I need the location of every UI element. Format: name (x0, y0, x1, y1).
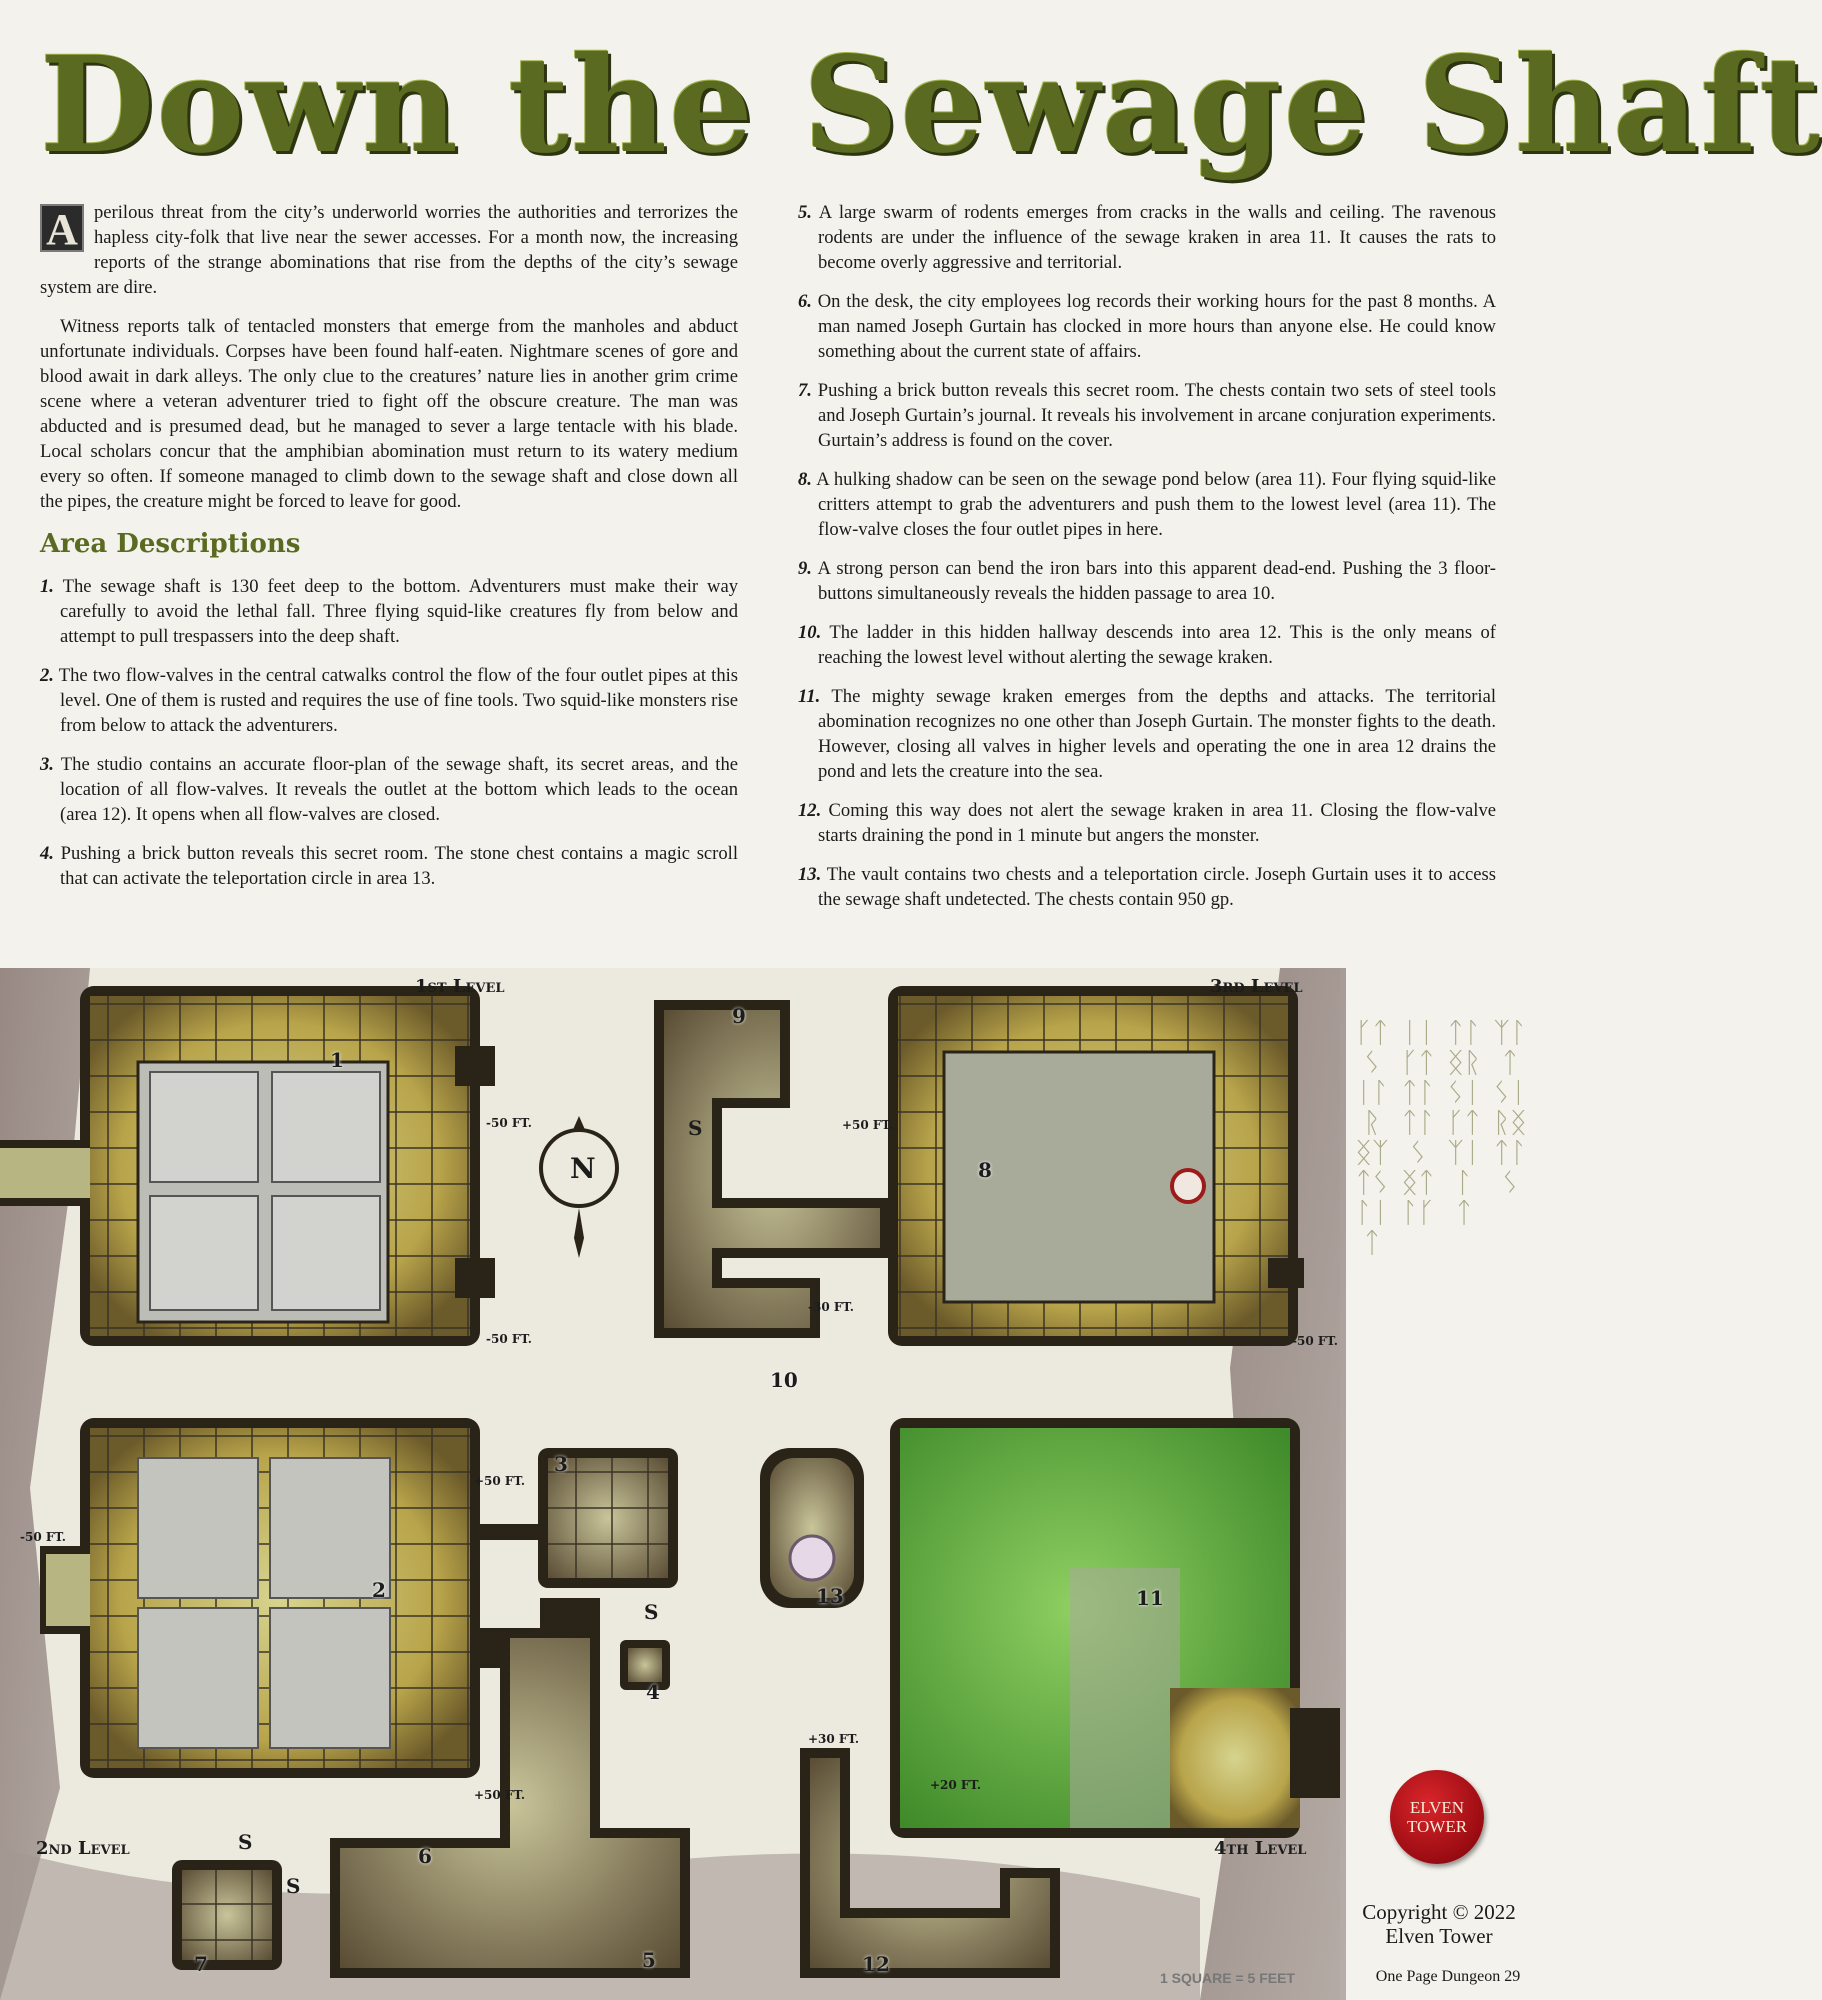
elevation-marker: +20 FT. (930, 1778, 982, 1792)
area-entry-6 (798, 289, 1496, 364)
rune-column: ᛏᛚᛝᚱ ᛊᛁᚴᛏᛉᛁᛚ ᛏ (1447, 1016, 1481, 1229)
rune-column: ᛉᛚᛏ ᛊᛁᚱᛝᛏᛚᛊ (1493, 1016, 1527, 1199)
area-number: 4. (40, 843, 54, 864)
room-4 (620, 1640, 670, 1690)
copyright-notice (1344, 1900, 1534, 1948)
area-entry-4 (40, 841, 738, 891)
area-entry-5 (798, 200, 1496, 275)
area-entry-10 (798, 620, 1496, 670)
map-art (0, 968, 1546, 2000)
area-entry-8 (798, 467, 1496, 542)
area-text: The sewage shaft is 130 feet deep to the bottom. Adventurers must make their way carefully to avoid the lethal fall. Three flying squid-like creatures fly from below and attempt to pull trespassers into the deep shaft. (60, 576, 739, 647)
level-3-shaft (888, 986, 1304, 1346)
elevation-marker: -50 FT. (486, 1116, 532, 1130)
one-page-dungeon-label: One Page Dungeon 29 (1375, 1968, 1521, 1985)
room-number-4: 4 (646, 1680, 660, 1704)
elevation-marker: -50 FT. (1292, 1334, 1338, 1348)
dungeon-map (0, 968, 1546, 2000)
level-3-label: 3rd Level (1210, 976, 1303, 997)
area-text: The studio contains an accurate floor-plan of the sewage shaft, its secret areas, and the location of all flow-valves. It reveals the outlet at the bottom which leads to the ocean (area 12). It opens when all flow-valves are closed. (60, 754, 739, 825)
area-number: 7. (798, 380, 812, 401)
room-number-11: 11 (1136, 1586, 1164, 1610)
area-entry-1 (40, 574, 738, 649)
area-text: A hulking shadow can be seen on the sewage pond below (area 11). Four flying squid-like critters attempt to grab the adventurers and push them to the lowest level (area 11). The flow-valve closes the four outlet pipes in here. (816, 469, 1497, 540)
area-entry-7 (798, 378, 1496, 453)
secret-door-marker: S (286, 1874, 301, 1898)
secret-door-marker: S (688, 1116, 703, 1140)
seal-line-1: ELVEN (1409, 1798, 1465, 1817)
elven-tower-seal-logo (1390, 1770, 1484, 1864)
copyright-line-1: Copyright © 2022 (1362, 1900, 1516, 1924)
area-text: Pushing a brick button reveals this secret room. The chests contain two sets of steel tools and Joseph Gurtain’s journal. It reveals his involvement in arcane conjuration experiments. Gurtain’s address is found on the cover. (817, 380, 1496, 451)
secret-door-marker: S (238, 1830, 253, 1854)
room-number-9: 9 (732, 1004, 746, 1028)
area-text: The vault contains two chests and a teleportation circle. Joseph Gurtain uses it to access the sewage shaft undetected. The chests contain 950 gp. (818, 864, 1497, 910)
room-number-6: 6 (418, 1844, 432, 1868)
right-column (798, 200, 1496, 926)
rune-script (1352, 1018, 1532, 1868)
area-text: A large swarm of rodents emerges from cracks in the walls and ceiling. The ravenous rodents are under the influence of the sewage kraken in area 11. It causes the rats to become overly aggressive and territorial. (818, 202, 1496, 273)
seal-line-2: TOWER (1406, 1817, 1468, 1836)
map-scale: 1 SQUARE = 5 FEET (1160, 1970, 1295, 1986)
level-1-label: 1st Level (415, 976, 505, 997)
area-text: The two flow-valves in the central catwalks control the flow of the four outlet pipes at this level. One of them is rusted and requires the use of fine tools. Two squid-like monsters rise from below to attack the adventurers. (58, 665, 739, 736)
area-number: 8. (798, 469, 812, 490)
rune-column: ᛁᛁᚴᛏᛏᛚᛏᛚᛊ ᛝᛏᛚᚴ (1401, 1016, 1435, 1229)
area-text: Pushing a brick button reveals this secret room. The stone chest contains a magic scroll that can activate the teleportation circle in area 13. (60, 843, 738, 889)
level-2-label: 2nd Level (36, 1838, 130, 1859)
area-number: 3. (40, 754, 54, 775)
elevation-marker: +30 FT. (808, 1732, 860, 1746)
area-entry-3 (40, 752, 738, 827)
copyright-line-2: Elven Tower (1385, 1924, 1493, 1948)
room-number-7: 7 (194, 1952, 208, 1976)
area-number: 10. (798, 622, 822, 643)
room-number-13: 13 (816, 1584, 844, 1608)
room-number-8: 8 (978, 1158, 992, 1182)
area-text: A strong person can bend the iron bars into this apparent dead-end. Pushing the 3 floor-buttons simultaneously reveals the hidden passage to area 10. (817, 558, 1497, 604)
compass-north-label: N (570, 1152, 596, 1185)
elevation-marker: +50 FT. (474, 1788, 526, 1802)
left-column (40, 200, 738, 905)
elevation-marker: -30 FT. (808, 1300, 854, 1314)
secret-door-marker: S (644, 1600, 659, 1624)
room-number-12: 12 (862, 1952, 890, 1976)
area-text: The ladder in this hidden hallway descends into area 12. This is the only means of reaching the lowest level without alerting the sewage kraken. (818, 622, 1496, 668)
area-number: 1. (40, 576, 54, 597)
area-entry-2 (40, 663, 738, 738)
area-text: Coming this way does not alert the sewage kraken in area 11. Closing the flow-valve starts draining the pond in 1 minute but angers the monster. (818, 800, 1496, 846)
elevation-marker: -50 FT. (486, 1332, 532, 1346)
intro-text-1: perilous threat from the city’s underworld worries the authorities and terrorizes the hapless city-folk that live near the sewer accesses. For a month now, the increasing reports of the strange abominations that rise from the depths of the city’s sewage system are dire. (40, 202, 738, 298)
area-descriptions-heading: Area Descriptions (40, 529, 301, 559)
room-number-10: 10 (770, 1368, 798, 1392)
area-entry-12 (798, 798, 1496, 848)
page-title: Down the Sewage Shaft (40, 28, 1822, 183)
elevation-marker: +50 FT. (474, 1474, 526, 1488)
dropcap: A (40, 204, 84, 252)
room-number-2: 2 (372, 1578, 386, 1602)
intro-paragraph-1 (40, 200, 738, 300)
area-number: 2. (40, 665, 54, 686)
area-number: 12. (798, 800, 822, 821)
area-text: On the desk, the city employees log records their working hours for the past 8 months. A man named Joseph Gurtain has clocked in more hours than anyone else. He could know something about the current state of affairs. (817, 291, 1496, 362)
room-number-5: 5 (642, 1948, 656, 1972)
area-number: 11. (798, 686, 821, 707)
area-number: 5. (798, 202, 812, 223)
level-4-label: 4th Level (1214, 1838, 1307, 1859)
room-13 (760, 1448, 864, 1608)
area-entry-9 (798, 556, 1496, 606)
area-text: The mighty sewage kraken emerges from the depths and attacks. The territorial abomination recognizes no one other than Joseph Gurtain. The monster fights to the death. However, closing all valves in higher levels and operating the one in area 12 drains the pond and lets the creature into the sea. (818, 686, 1497, 782)
area-number: 6. (798, 291, 812, 312)
elevation-marker: +50 FT. (842, 1118, 894, 1132)
area-entry-13 (798, 862, 1496, 912)
intro-paragraph-2: Witness reports talk of tentacled monsters that emerge from the manholes and abduct unfortunate individuals. Corpses have been found half-eaten. Nightmare scenes of gore and blood await in dark alleys. The only clue to the creatures’ nature lies in another grim crime scene where a veteran adventurer tried to fight off the obscure creature. The man was abducted and is presumed dead, but he managed to sever a large tentacle with his blade. Local scholars concur that the amphibian abomination must return to its watery medium every so often. If someone managed to climb down to the sewage shaft and close down all the pipes, the creature might be forced to leave for good. (40, 316, 738, 512)
area-number: 13. (798, 864, 822, 885)
elevation-marker: -50 FT. (20, 1530, 66, 1544)
area-number: 9. (798, 558, 812, 579)
room-number-1: 1 (330, 1048, 344, 1072)
area-entry-11 (798, 684, 1496, 784)
rune-column: ᚴᛏᛊ ᛁᛚᚱ ᛝᛉᛏᛊᛚᛁᛏ (1355, 1016, 1389, 1259)
room-number-3: 3 (554, 1452, 568, 1476)
